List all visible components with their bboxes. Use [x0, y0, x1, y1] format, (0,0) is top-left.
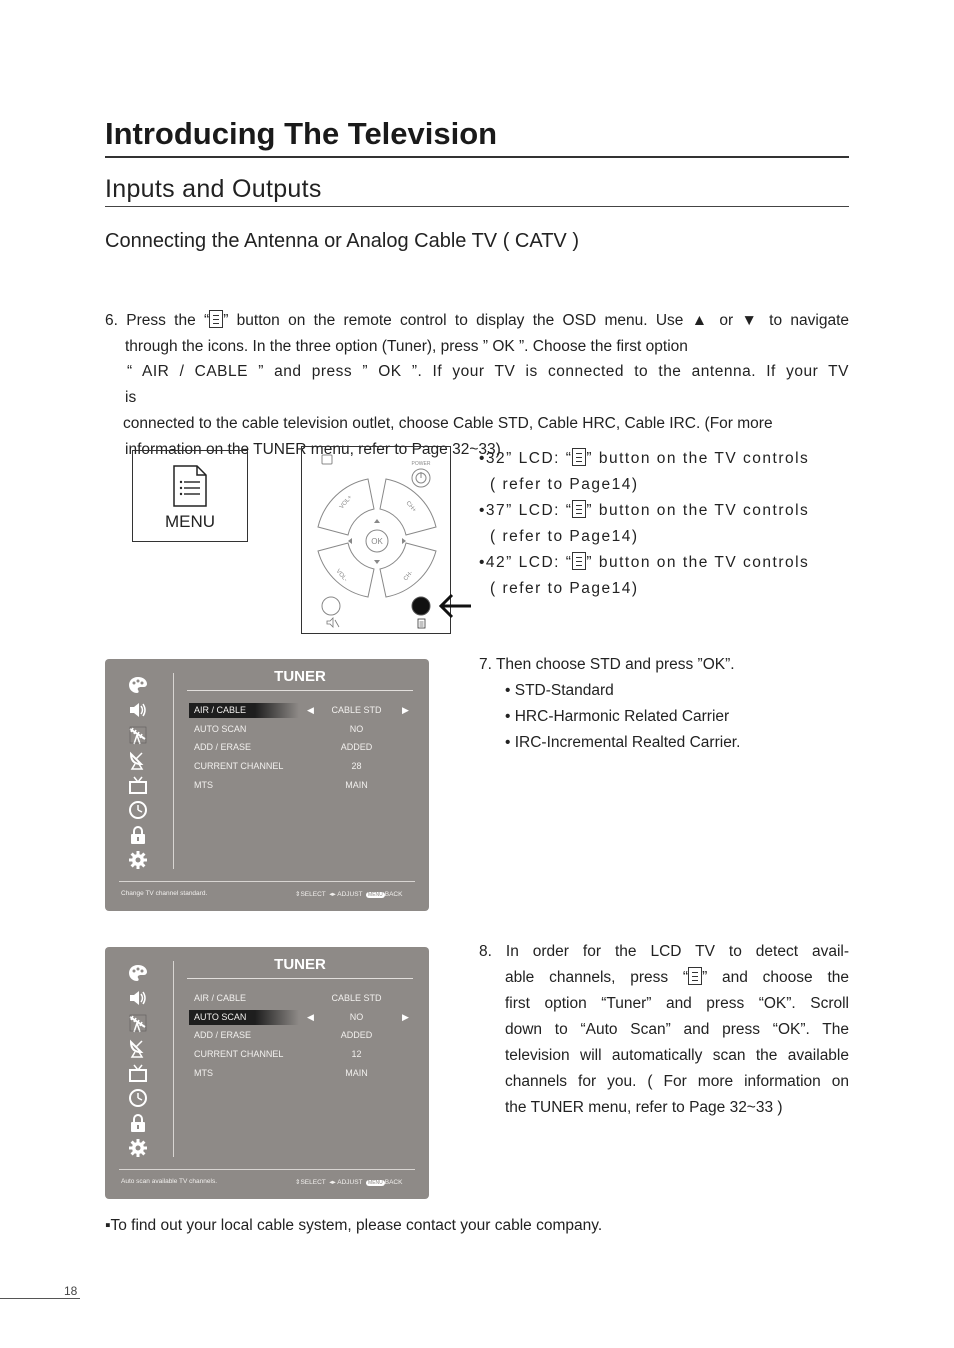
adjust-hint: ADJUST [337, 891, 363, 898]
vol-minus-label: VOL- [334, 568, 349, 584]
mute-icon [327, 618, 333, 627]
lcd-bullet-line [479, 446, 849, 472]
section-title: Inputs and Outputs [105, 175, 322, 203]
select-hint: SELECT [300, 891, 326, 898]
osd-title: TUNER [274, 668, 326, 685]
mute-button [322, 597, 340, 615]
time-clock-icon [127, 1088, 149, 1108]
tuner-antenna-icon [127, 725, 149, 745]
osd-row-mts[interactable] [189, 778, 415, 793]
menu-icon [209, 310, 223, 328]
osd-title-rule [187, 978, 413, 979]
osd-row-auto-scan[interactable] [189, 1010, 415, 1025]
page-number-rule [0, 1298, 80, 1299]
tv-setup-icon [127, 1063, 149, 1083]
back-hint: BACK [384, 891, 403, 898]
osd-row-value: ADDED [340, 742, 373, 752]
ok-label: OK [371, 537, 383, 546]
osd-row-add-erase[interactable] [189, 740, 415, 755]
step-8-line [479, 965, 849, 991]
channel-dish-icon [127, 1038, 149, 1058]
time-clock-icon [127, 800, 149, 820]
right-triangle-icon[interactable]: ▶ [402, 1012, 409, 1022]
pointer-arrow-icon [438, 592, 472, 620]
lcd-bullet-line [479, 550, 849, 576]
sound-speaker-icon [127, 988, 149, 1008]
page-title: Introducing The Television [105, 116, 498, 151]
settings-gear-icon [127, 1138, 149, 1158]
vol-plus-label: VOL+ [338, 494, 354, 511]
osd-title: TUNER [274, 956, 326, 973]
osd-icon-column [127, 963, 151, 1163]
vol-minus-key [318, 543, 374, 597]
osd-footer-rule [119, 881, 415, 882]
osd-row-value: 28 [351, 761, 362, 771]
menu-document-icon [173, 465, 207, 507]
remote-illustration [301, 446, 451, 634]
tuner-antenna-icon [127, 1013, 149, 1033]
osd-row-value: ADDED [340, 1030, 373, 1040]
menu-key-highlighted [412, 597, 430, 615]
ch-minus-label: CH- [402, 570, 415, 583]
osd-row-current-channel[interactable] [189, 1047, 415, 1062]
osd-row-add-erase[interactable] [189, 1028, 415, 1043]
osd-row-value: CABLE STD [331, 705, 382, 715]
adjust-hint: ADJUST [337, 1179, 363, 1186]
osd-row-mts[interactable] [189, 1066, 415, 1081]
osd-divider [173, 961, 174, 1157]
leftright-arrows-icon: ◂▸ [329, 1179, 336, 1186]
osd-tuner-screen-2 [105, 947, 429, 1199]
lock-icon [127, 1113, 149, 1133]
lcd-bullet-part: ” button on the TV controls [586, 450, 810, 467]
osd-help-text: Auto scan available TV channels. [121, 1178, 217, 1185]
step-8-text [479, 939, 849, 1121]
sound-speaker-icon [127, 700, 149, 720]
step-7-intro: 7. Then choose STD and press ”OK”. [479, 656, 735, 673]
lcd-bullet-ref: ( refer to Page14) [490, 580, 639, 597]
step-8-line-part: ” and choose the [702, 969, 849, 986]
ch-minus-key [380, 543, 436, 597]
ch-plus-label: CH+ [404, 500, 417, 514]
select-hint: SELECT [300, 1179, 326, 1186]
osd-row-value: MAIN [345, 1068, 368, 1078]
step-8-line: down to “Auto Scan” and press “OK”. The [505, 1021, 849, 1038]
step-6-line [105, 308, 849, 334]
section-rule [105, 206, 849, 207]
up-arrow-icon [374, 519, 380, 523]
osd-row-label: AUTO SCAN [194, 724, 247, 734]
osd-row-label: CURRENT CHANNEL [194, 1049, 284, 1059]
menu-pill: MENU [368, 1180, 383, 1186]
left-triangle-icon[interactable]: ◀ [307, 705, 314, 715]
lcd-bullet-part: ” button on the TV controls [586, 554, 810, 571]
osd-row-current-channel[interactable] [189, 759, 415, 774]
lcd-bullets [479, 446, 849, 602]
power-label: POWER [411, 461, 431, 467]
down-arrow-icon [374, 560, 380, 564]
osd-row-air-cable[interactable] [189, 703, 415, 718]
left-triangle-icon[interactable]: ◀ [307, 1012, 314, 1022]
step-6-text [105, 308, 849, 462]
osd-row-label: ADD / ERASE [194, 742, 252, 752]
remote-drawing [302, 447, 451, 634]
osd-footer-nav [295, 1178, 402, 1186]
osd-row-value: NO [349, 724, 364, 734]
osd-row-air-cable[interactable] [189, 991, 415, 1006]
osd-row-label: CURRENT CHANNEL [194, 761, 284, 771]
osd-icon-column [127, 675, 151, 875]
step-6-line: information on the TUNER menu, refer to Page 32~33) [125, 440, 501, 458]
menu-key-icon [418, 619, 425, 628]
step-8-line: first option “Tuner” and press “OK”. Scroll [505, 995, 849, 1012]
picture-palette-icon [127, 963, 149, 983]
step-6-line: is [125, 389, 137, 407]
leftright-arrows-icon: ◂▸ [329, 891, 336, 898]
cable-note: ▪To find out your local cable system, please contact your cable company. [105, 1217, 603, 1234]
step-6-line: “ AIR / CABLE ” and press ” OK ”. If your TV is connected to the antenna. If your TV [127, 363, 849, 381]
osd-row-label: AIR / CABLE [194, 993, 247, 1003]
lcd-bullet-part: •37” LCD: “ [479, 502, 573, 519]
step-8-line: 8. In order for the LCD TV to detect avail- [479, 943, 849, 960]
subsection-title: Connecting the Antenna or Analog Cable TV ( CATV ) [105, 230, 579, 252]
step-6-line: connected to the cable television outlet, choose Cable STD, Cable HRC, Cable IRC. (For more [123, 414, 773, 432]
lcd-bullet-line [479, 498, 849, 524]
step-6-line-part: ” button on the remote control to display the OSD menu. Use ▲ or ▼ to navigate [223, 312, 849, 329]
menu-icon [572, 500, 586, 518]
back-hint: BACK [384, 1179, 403, 1186]
osd-row-label: AIR / CABLE [194, 705, 247, 715]
step-8-line: channels for you. ( For more information on [505, 1073, 849, 1090]
page-number: 18 [64, 1284, 78, 1298]
right-arrow-icon [402, 538, 406, 544]
lcd-bullet-ref: ( refer to Page14) [490, 528, 639, 545]
osd-footer-nav [295, 890, 402, 898]
osd-row-value: 12 [351, 1049, 362, 1059]
updown-arrows-icon: ⇕ [295, 891, 301, 898]
osd-row-label: MTS [194, 780, 213, 790]
remote-top-button [322, 455, 332, 464]
menu-pill: MENU [368, 892, 383, 898]
lcd-bullet-part: •42” LCD: “ [479, 554, 573, 571]
osd-row-label: ADD / ERASE [194, 1030, 252, 1040]
left-arrow-icon [348, 538, 352, 544]
osd-footer-rule [119, 1169, 415, 1170]
menu-icon [572, 552, 586, 570]
step-8-line: television will automatically scan the available [505, 1047, 849, 1064]
step-7-item: • IRC-Incremental Realted Carrier. [505, 734, 741, 751]
menu-button-label: MENU [164, 512, 216, 531]
step-7-item: • HRC-Harmonic Related Carrier [505, 708, 730, 725]
osd-row-label: MTS [194, 1068, 213, 1078]
tv-setup-icon [127, 775, 149, 795]
osd-row-value: CABLE STD [331, 993, 382, 1003]
lock-icon [127, 825, 149, 845]
osd-row-value: MAIN [345, 780, 368, 790]
title-rule [105, 156, 849, 158]
osd-divider [173, 673, 174, 869]
settings-gear-icon [127, 850, 149, 870]
updown-arrows-icon: ⇕ [295, 1179, 301, 1186]
channel-dish-icon [127, 750, 149, 770]
step-7-text [479, 652, 849, 756]
osd-row-value: NO [349, 1012, 364, 1022]
menu-icon [688, 967, 702, 985]
lcd-bullet-part: •32” LCD: “ [479, 450, 573, 467]
osd-tuner-screen-1 [105, 659, 429, 911]
step-8-line: the TUNER menu, refer to Page 32~33 ) [505, 1099, 783, 1116]
step-6-line-part: 6. Press the “ [105, 312, 210, 329]
step-6-line: through the icons. In the three option (Tuner), press ” OK ”. Choose the first option [125, 337, 688, 355]
step-7-item: • STD-Standard [505, 682, 614, 699]
right-triangle-icon[interactable]: ▶ [402, 705, 409, 715]
osd-row-auto-scan[interactable] [189, 722, 415, 737]
osd-row-label: AUTO SCAN [194, 1012, 247, 1022]
lcd-bullet-ref: ( refer to Page14) [490, 476, 639, 493]
picture-palette-icon [127, 675, 149, 695]
osd-help-text: Change TV channel standard. [121, 890, 208, 897]
menu-button-illustration [132, 450, 248, 542]
osd-title-rule [187, 690, 413, 691]
step-8-line-part: able channels, press “ [505, 969, 689, 986]
lcd-bullet-part: ” button on the TV controls [586, 502, 810, 519]
menu-icon [572, 448, 586, 466]
